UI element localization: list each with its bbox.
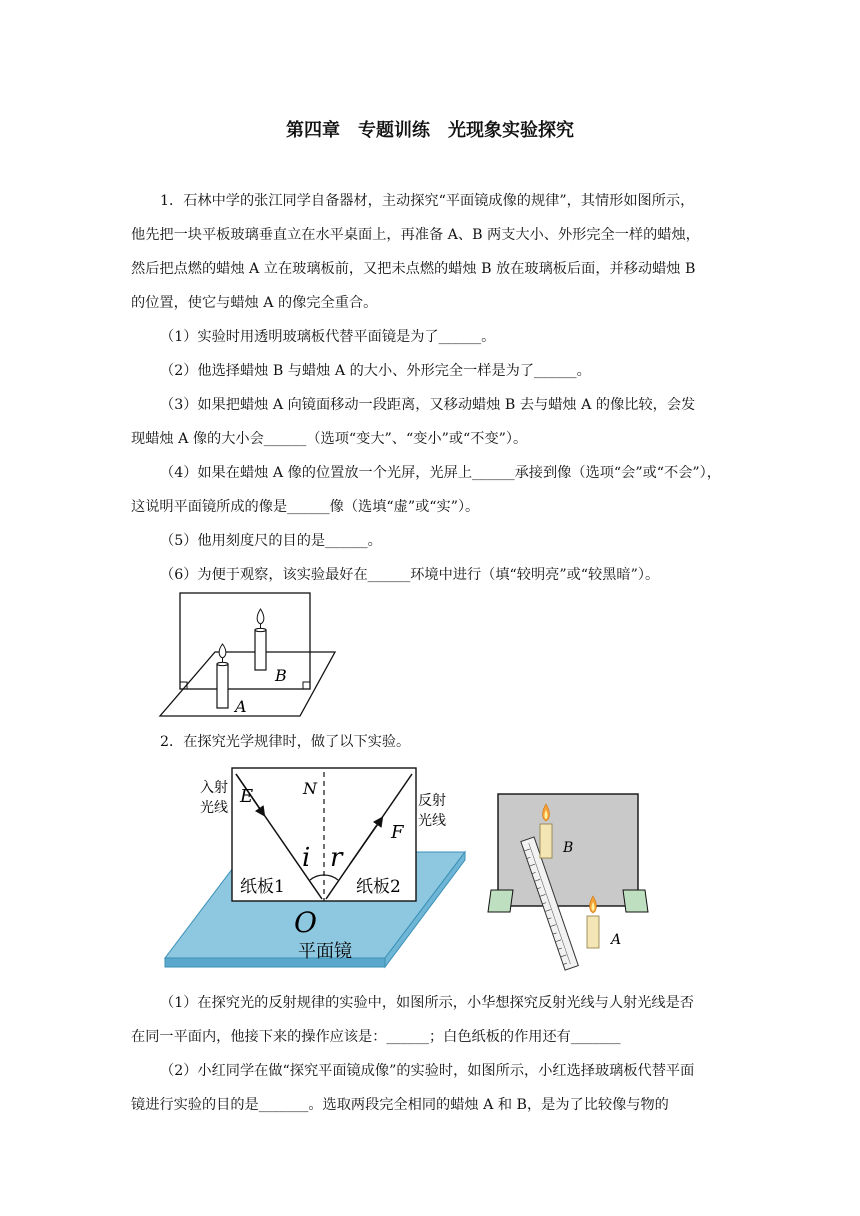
label-e: E bbox=[240, 786, 254, 807]
board-1-label: 纸板1 bbox=[240, 877, 285, 897]
q2-sub-2-line-2: 镜进行实验的目的是_______。选取两段完全相同的蜡烛 A 和 B，是为了比较像与物的 bbox=[131, 1097, 669, 1113]
incident-label-2: 光线 bbox=[200, 800, 228, 816]
incident-label-1: 入射 bbox=[200, 780, 228, 796]
candle-a bbox=[217, 664, 228, 708]
q1-intro-line-3: 然后把点燃的蜡烛 A 立在玻璃板前，又把未点燃的蜡烛 B 放在玻璃板后面，并移动蜡烛 B bbox=[131, 261, 696, 277]
label-o: O bbox=[294, 906, 317, 939]
label-a: A bbox=[235, 697, 247, 716]
q1-sub-4-line-1: （4）如果在蜡烛 A 像的位置放一个光屏，光屏上______承接到像（选项“会”或“不会”）， bbox=[160, 465, 721, 481]
mirror-label: 平面镜 bbox=[298, 941, 352, 962]
q1-sub-3-line-1: （3）如果把蜡烛 A 向镜面移动一段距离，又移动蜡烛 B 去与蜡烛 A 的像比较，会发 bbox=[160, 397, 696, 413]
q1-intro-line-1: 1．石林中学的张江同学自备器材，主动探究“平面镜成像的规律”，其情形如图所示， bbox=[160, 193, 695, 209]
board-2-label: 纸板2 bbox=[356, 877, 401, 897]
q2-sub-1-line-1: （1）在探究光的反射规律的实验中，如图所示，小华想探究反射光线与人射光线是否 bbox=[160, 995, 694, 1011]
q1-sub-5: （5）他用刻度尺的目的是______。 bbox=[160, 533, 382, 549]
q2-sub-2-line-1: （2）小红同学在做“探究平面镜成像”的实验时，如图所示，小红选择玻璃板代替平面 bbox=[160, 1063, 695, 1079]
q1-intro-line-4: 的位置，使它与蜡烛 A 的像完全重合。 bbox=[131, 295, 378, 311]
label-b: B bbox=[275, 666, 287, 685]
page-title: 第四章 专题训练 光现象实验探究 bbox=[286, 120, 574, 141]
q1-sub-6: （6）为便于观察，该实验最好在______环境中进行（填“较明亮”或“较黑暗”）。 bbox=[160, 567, 660, 583]
reflected-label-2: 光线 bbox=[418, 813, 446, 829]
candle-mirror-figure bbox=[155, 588, 345, 723]
label-f: F bbox=[391, 822, 404, 843]
candle-b bbox=[255, 630, 266, 670]
glass-plate-figure bbox=[486, 790, 661, 975]
label-i: i bbox=[302, 843, 311, 873]
q1-sub-1: （1）实验时用透明玻璃板代替平面镜是为了______。 bbox=[160, 329, 496, 345]
reflected-label-1: 反射 bbox=[418, 793, 446, 809]
reflection-figure bbox=[160, 760, 470, 975]
label-b: B bbox=[563, 840, 574, 856]
label-n: N bbox=[303, 779, 317, 798]
q1-sub-4-line-2: 这说明平面镜所成的像是______像（选填“虚”或“实”）。 bbox=[131, 499, 480, 515]
label-a: A bbox=[611, 932, 622, 948]
q1-intro-line-2: 他先把一块平板玻璃垂直立在水平桌面上，再准备 A、B 两支大小、外形完全一样的蜡烛， bbox=[131, 227, 700, 243]
candle-b bbox=[540, 824, 552, 858]
candle-a bbox=[587, 916, 599, 948]
q2-intro: 2．在探究光学规律时，做了以下实验。 bbox=[160, 734, 411, 750]
label-r: r bbox=[330, 843, 343, 873]
q2-sub-1-line-2: 在同一平面内，他接下来的操作应该是：______；白色纸板的作用还有_______ bbox=[131, 1029, 621, 1045]
q1-sub-3-line-2: 现蜡烛 A 像的大小会______（选项“变大”、“变小”或“不变”）。 bbox=[131, 431, 528, 447]
q1-sub-2: （2）他选择蜡烛 B 与蜡烛 A 的大小、外形完全一样是为了______。 bbox=[160, 363, 591, 379]
